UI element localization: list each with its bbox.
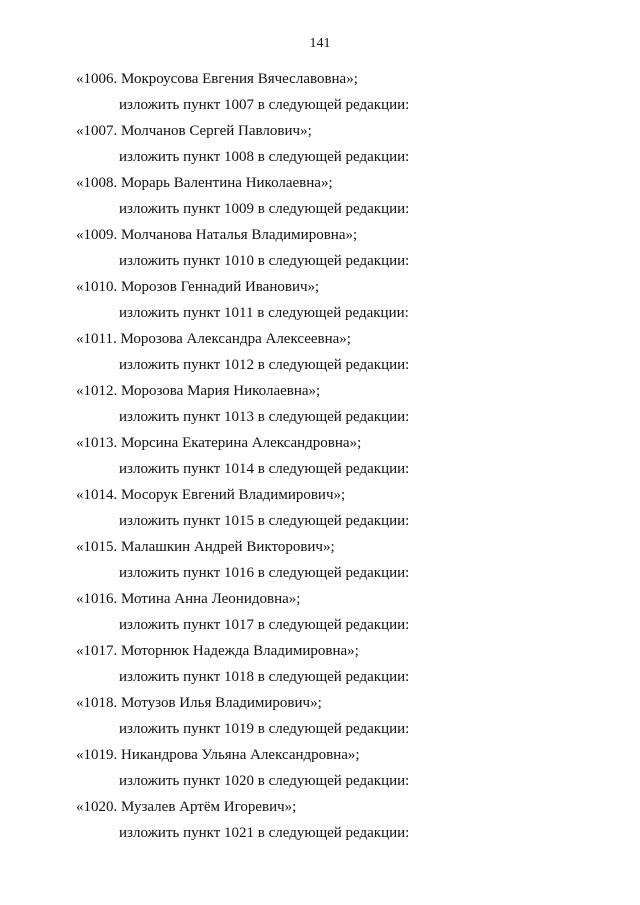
entry-instruction: изложить пункт 1021 в следующей редакции:: [119, 825, 410, 841]
entry-instruction: изложить пункт 1018 в следующей редакции:: [119, 669, 410, 685]
entry-name: «1018. Мотузов Илья Владимирович»;: [76, 695, 322, 711]
entry-name: «1013. Морсина Екатерина Александровна»;: [76, 435, 362, 451]
entry-name: «1011. Морозова Александра Алексеевна»;: [76, 331, 351, 347]
entry-instruction: изложить пункт 1008 в следующей редакции:: [119, 149, 410, 165]
entry-name: «1015. Малашкин Андрей Викторович»;: [76, 539, 335, 555]
entry-instruction: изложить пункт 1014 в следующей редакции:: [119, 461, 410, 477]
entry-name: «1020. Музалев Артём Игоревич»;: [76, 799, 297, 815]
entry-name: «1017. Моторнюк Надежда Владимировна»;: [76, 643, 359, 659]
entry-name: «1009. Молчанова Наталья Владимировна»;: [76, 227, 358, 243]
entry-instruction: изложить пункт 1007 в следующей редакции:: [119, 97, 410, 113]
entry-instruction: изложить пункт 1020 в следующей редакции:: [119, 773, 410, 789]
entry-instruction: изложить пункт 1010 в следующей редакции:: [119, 253, 410, 269]
page-number: 141: [309, 36, 331, 51]
entry-name: «1014. Мосорук Евгений Владимирович»;: [76, 487, 346, 503]
entry-instruction: изложить пункт 1015 в следующей редакции:: [119, 513, 410, 529]
entry-name: «1007. Молчанов Сергей Павлович»;: [76, 123, 312, 139]
entry-instruction: изложить пункт 1019 в следующей редакции:: [119, 721, 410, 737]
amendment-list: [0, 66, 640, 846]
entry-instruction: изложить пункт 1016 в следующей редакции:: [119, 565, 410, 581]
entry-name: «1006. Мокроусова Евгения Вячеславовна»;: [76, 71, 358, 87]
entry-name: «1019. Никандрова Ульяна Александровна»;: [76, 747, 360, 763]
entry-name: «1008. Морарь Валентина Николаевна»;: [76, 175, 333, 191]
entry-name: «1010. Морозов Геннадий Иванович»;: [76, 279, 320, 295]
entry-instruction: изложить пункт 1009 в следующей редакции:: [119, 201, 410, 217]
entry-instruction: изложить пункт 1017 в следующей редакции:: [119, 617, 410, 633]
entry-name: «1012. Морозова Мария Николаевна»;: [76, 383, 321, 399]
entry-instruction: изложить пункт 1012 в следующей редакции:: [119, 357, 410, 373]
entry-name: «1016. Мотина Анна Леонидовна»;: [76, 591, 301, 607]
entry-instruction: изложить пункт 1011 в следующей редакции:: [119, 305, 409, 321]
entry-instruction: изложить пункт 1013 в следующей редакции:: [119, 409, 410, 425]
